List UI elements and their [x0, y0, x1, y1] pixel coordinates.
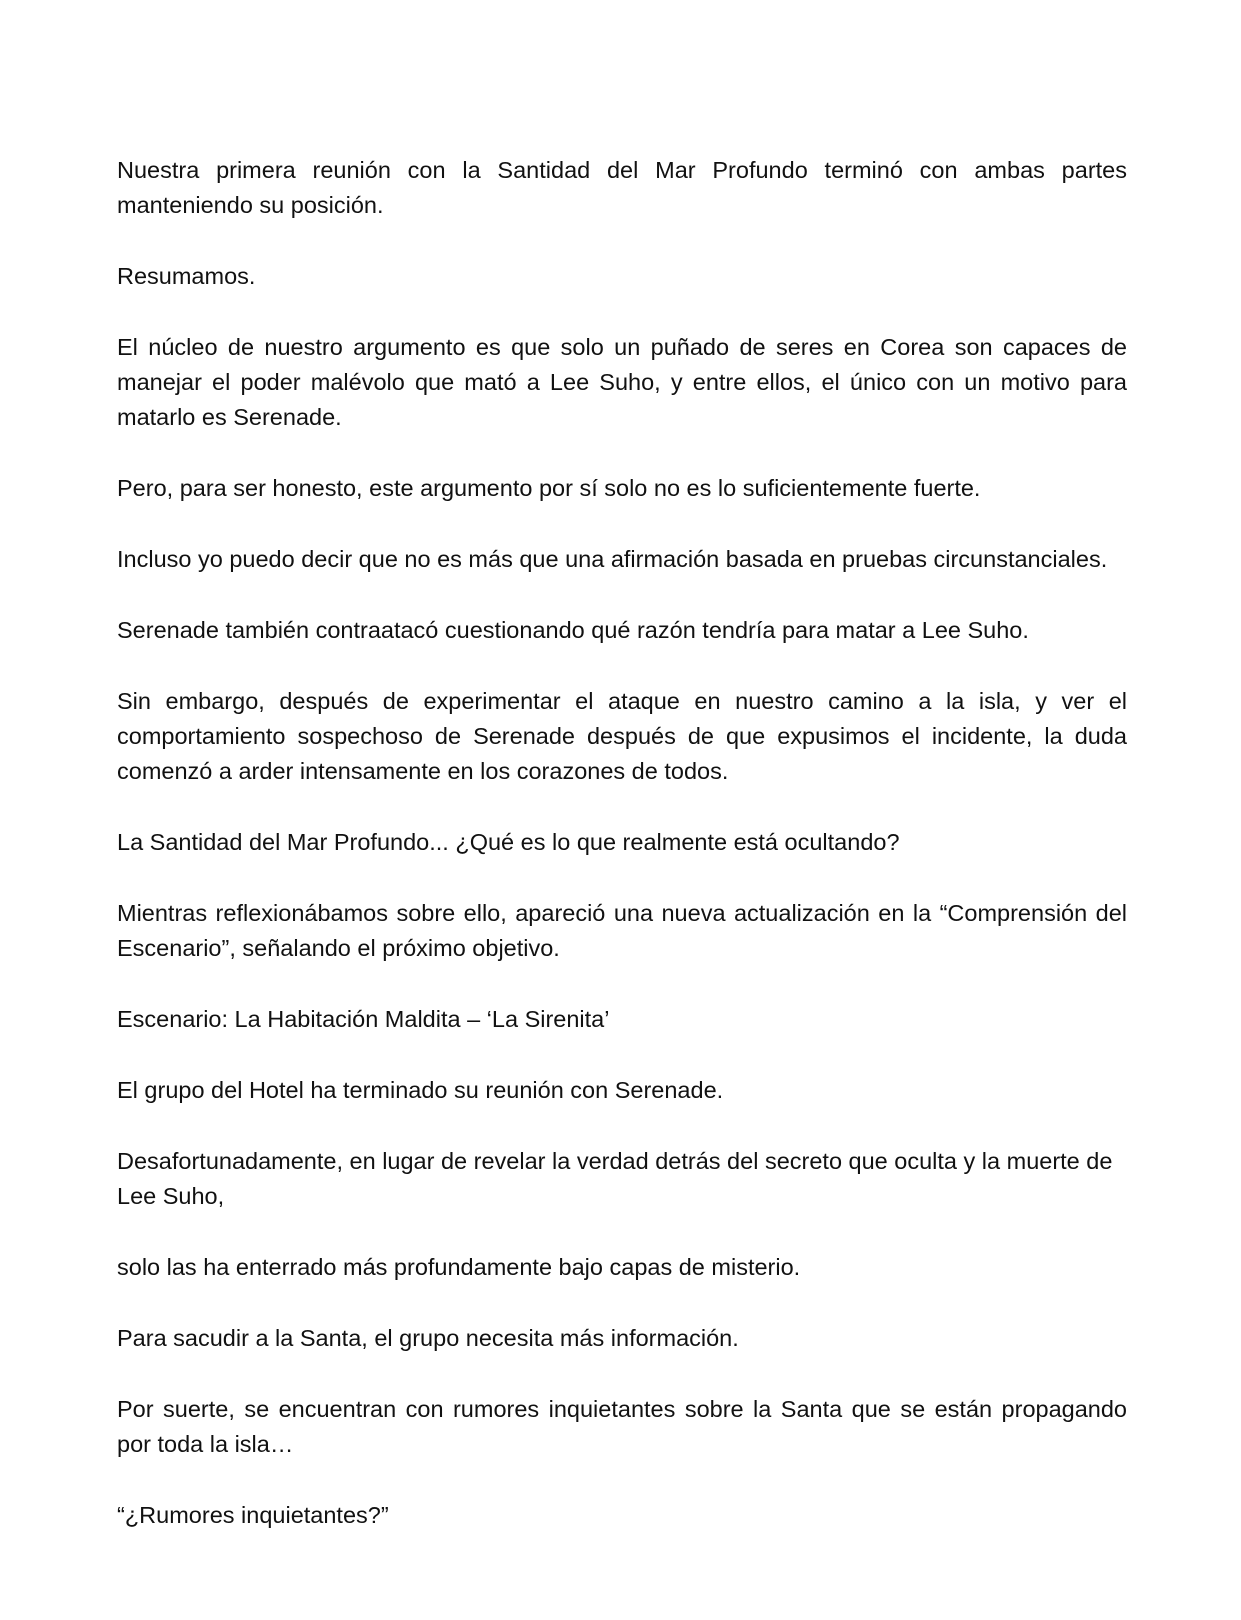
paragraph: La Santidad del Mar Profundo... ¿Qué es lo que realmente está ocultando?: [117, 829, 900, 855]
paragraph: El grupo del Hotel ha terminado su reunión con Serenade.: [117, 1077, 724, 1103]
paragraph: Desafortunadamente, en lugar de revelar la verdad detrás del secreto que oculta y la muerte de Lee Suho,: [117, 1148, 1113, 1209]
paragraph: Para sacudir a la Santa, el grupo necesita más información.: [117, 1325, 739, 1351]
paragraph: Nuestra primera reunión con la Santidad del Mar Profundo terminó con ambas partes manteniendo su posición.: [117, 157, 1127, 218]
paragraph: solo las ha enterrado más profundamente bajo capas de misterio.: [117, 1254, 801, 1280]
scenario-heading: Escenario: La Habitación Maldita – ‘La Sirenita’: [117, 1006, 610, 1032]
paragraph: Incluso yo puedo decir que no es más que una afirmación basada en pruebas circunstanciales.: [117, 546, 1108, 572]
document-body: [117, 153, 1127, 1569]
paragraph: Por suerte, se encuentran con rumores inquietantes sobre la Santa que se están propagando por toda la isla…: [117, 1396, 1127, 1457]
paragraph: Sin embargo, después de experimentar el ataque en nuestro camino a la isla, y ver el comportamiento sospechoso de Serenade después de que expusimos el incidente, la duda comenzó a arder intensamente en los corazones de todos.: [117, 688, 1127, 784]
paragraph: El núcleo de nuestro argumento es que solo un puñado de seres en Corea son capaces de manejar el poder malévolo que mató a Lee Suho, y entre ellos, el único con un motivo para matarlo es Serenade.: [117, 334, 1127, 430]
dialogue-line: “¿Rumores inquietantes?”: [117, 1502, 389, 1528]
paragraph: Serenade también contraatacó cuestionando qué razón tendría para matar a Lee Suho.: [117, 617, 1029, 643]
paragraph: Mientras reflexionábamos sobre ello, apareció una nueva actualización en la “Comprensión del Escenario”, señalando el próximo objetivo.: [117, 900, 1127, 961]
paragraph: Resumamos.: [117, 263, 256, 289]
paragraph: Pero, para ser honesto, este argumento por sí solo no es lo suficientemente fuerte.: [117, 475, 981, 501]
